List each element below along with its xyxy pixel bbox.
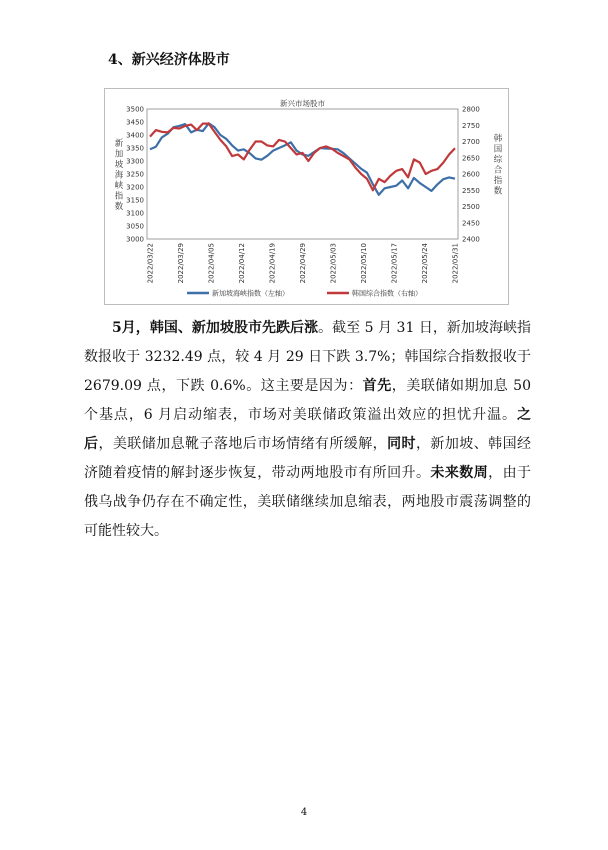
left-axis-tick-label: 3050 bbox=[126, 222, 144, 231]
left-axis-label-char: 峡 bbox=[114, 181, 124, 191]
para-bold-3: 之后 bbox=[84, 407, 531, 452]
para-text-4: ，新加坡、韩国经济随着疫情的解封逐步恢复，带动两地股市有所回升。 bbox=[84, 436, 532, 481]
x-tick-label: 2022/05/03 bbox=[329, 243, 338, 284]
left-axis-tick-label: 3300 bbox=[126, 157, 144, 166]
left-axis-tick-label: 3100 bbox=[126, 209, 144, 218]
left-axis-label-char: 坡 bbox=[114, 160, 124, 170]
right-axis-tick-label: 2550 bbox=[462, 186, 480, 195]
para-text-5: ，由于俄乌战争仍存在不确定性，美联储继续加息缩表，两地股市震荡调整的可能性较大。 bbox=[84, 465, 532, 539]
x-tick-label: 2022/04/05 bbox=[207, 243, 216, 284]
left-axis-tick-label: 3200 bbox=[126, 183, 144, 192]
para-text-2: ，美联储如期加息 50 个基点，6 月启动缩表，市场对美联储政策溢出效应的担忧升温。 bbox=[84, 378, 532, 423]
x-tick-label: 2022/05/17 bbox=[390, 243, 399, 284]
page-number: 4 bbox=[300, 807, 308, 818]
right-axis-tick-label: 2450 bbox=[462, 219, 480, 228]
x-tick-label: 2022/04/12 bbox=[238, 243, 246, 284]
right-axis-tick-label: 2400 bbox=[462, 235, 480, 244]
left-axis-tick-label: 3000 bbox=[126, 235, 144, 244]
left-axis-tick-label: 3350 bbox=[126, 144, 144, 153]
right-axis-tick-label: 2650 bbox=[462, 154, 480, 163]
right-axis-label-char: 数 bbox=[493, 186, 503, 197]
x-tick-label: 2022/03/22 bbox=[146, 243, 155, 284]
x-tick-label: 2022/04/29 bbox=[299, 243, 307, 284]
right-axis-label-char: 韩 bbox=[493, 134, 503, 144]
left-axis-tick-label: 3150 bbox=[126, 196, 144, 205]
x-tick-label: 2022/03/29 bbox=[177, 243, 185, 284]
x-tick-label: 2022/05/10 bbox=[360, 243, 368, 284]
right-axis-label-char: 国 bbox=[493, 144, 503, 155]
para-text-1: 。截至 5 月 31 日，新加坡海峡指数报收于 3232.49 点，较 4 月 29 日下跌 3.7%；韩国综合指数报收于 2679.09 点，下跌 0.6%。这主要是因为： bbox=[84, 320, 531, 394]
left-axis-tick-label: 3250 bbox=[126, 170, 144, 179]
para-bold-2: 首先 bbox=[362, 378, 392, 394]
right-axis-tick-label: 2700 bbox=[462, 138, 480, 146]
analysis-paragraph bbox=[84, 314, 531, 546]
line-chart bbox=[104, 88, 509, 305]
para-text-3: ，美联储加息靴子落地后市场情绪有所缓解， bbox=[98, 436, 388, 452]
series-line-korea bbox=[150, 124, 455, 191]
chart-svg bbox=[105, 89, 510, 306]
right-axis-label-char: 指 bbox=[493, 176, 503, 186]
right-axis-tick-label: 2750 bbox=[462, 121, 480, 130]
right-axis-tick-label: 2800 bbox=[462, 105, 480, 114]
x-tick-label: 2022/05/24 bbox=[421, 243, 429, 284]
para-bold-1: 5月，韩国、新加坡股市先跌后涨 bbox=[112, 320, 319, 336]
left-axis-label-char: 加 bbox=[114, 149, 124, 160]
legend-entry: 韩国综合指数（右轴） bbox=[352, 289, 422, 298]
right-axis-label-char: 综 bbox=[493, 155, 503, 165]
left-axis-tick-label: 3450 bbox=[126, 118, 144, 127]
section-heading: 4、新兴经济体股市 bbox=[108, 52, 230, 68]
left-axis-label-char: 数 bbox=[114, 202, 124, 212]
x-tick-label: 2022/04/19 bbox=[268, 243, 277, 284]
x-tick-label: 2022/05/31 bbox=[451, 243, 460, 284]
chart-title: 新兴市场股市 bbox=[280, 99, 325, 108]
left-axis-tick-label: 3500 bbox=[126, 105, 144, 114]
left-axis-label-char: 海 bbox=[114, 170, 124, 181]
left-axis-label-char: 新 bbox=[114, 139, 124, 149]
legend-entry: 新加坡海峡指数（左轴） bbox=[212, 289, 289, 298]
para-bold-5: 未来数周 bbox=[430, 465, 489, 481]
series-line-singapore bbox=[150, 123, 455, 195]
right-axis-tick-label: 2500 bbox=[462, 203, 480, 211]
para-bold-4: 同时 bbox=[387, 436, 416, 452]
left-axis-tick-label: 3400 bbox=[126, 131, 144, 140]
right-axis-tick-label: 2600 bbox=[462, 170, 480, 179]
right-axis-label-char: 合 bbox=[493, 165, 503, 176]
left-axis-label-char: 指 bbox=[114, 191, 124, 202]
